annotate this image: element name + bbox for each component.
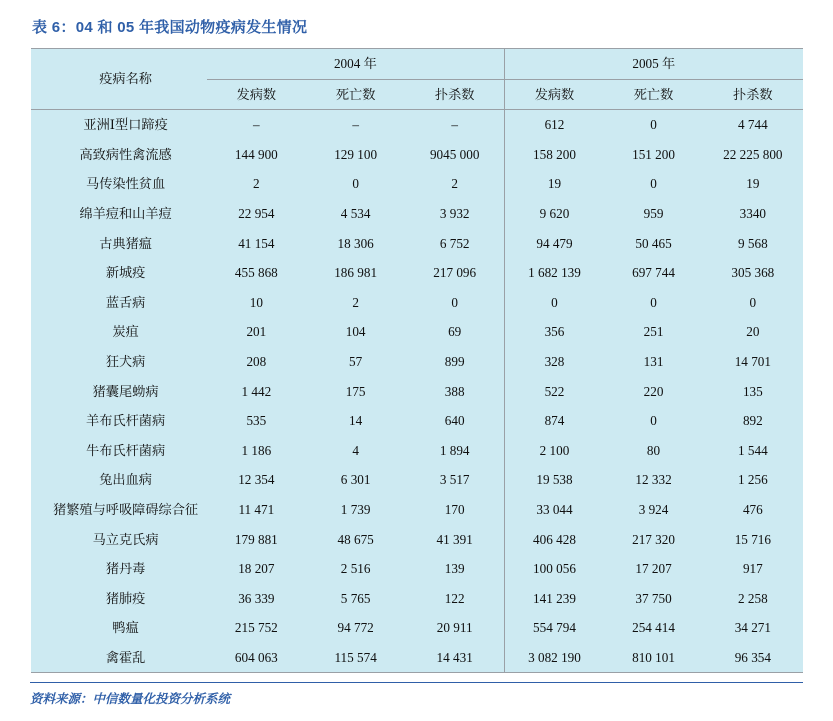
data-cell: 356 bbox=[505, 317, 604, 347]
disease-name-cell: 猪肺疫 bbox=[105, 590, 146, 606]
header-group-2004: 2004 年 bbox=[207, 49, 505, 80]
disease-name-cell: 绵羊痘和山羊痘 bbox=[79, 205, 172, 221]
table-row bbox=[31, 169, 803, 199]
disease-name-cell: 古典猪瘟 bbox=[99, 235, 152, 251]
data-cell: 215 752 bbox=[234, 620, 278, 636]
data-cell: 18 306 bbox=[337, 235, 374, 251]
header-2005-deaths: 死亡数 bbox=[604, 79, 703, 110]
data-cell: 604 063 bbox=[207, 643, 306, 673]
table-head bbox=[31, 49, 803, 110]
data-cell: 2 258 bbox=[738, 590, 768, 606]
data-cell: 122 bbox=[444, 590, 465, 606]
data-cell: – bbox=[253, 117, 260, 133]
data-cell: 476 bbox=[742, 501, 763, 517]
data-cell: 535 bbox=[246, 413, 267, 429]
data-cell: 12 354 bbox=[238, 472, 275, 488]
table-row bbox=[31, 436, 803, 466]
data-cell: 175 bbox=[345, 383, 366, 399]
data-cell: 874 bbox=[505, 406, 604, 436]
data-cell: 186 981 bbox=[334, 265, 378, 281]
data-cell: 19 538 bbox=[505, 465, 604, 495]
data-cell: 19 bbox=[746, 176, 760, 192]
header-2005-cases: 发病数 bbox=[505, 79, 604, 110]
data-cell: 208 bbox=[246, 353, 267, 369]
data-cell: 554 794 bbox=[505, 613, 604, 643]
data-cell: 12 332 bbox=[635, 472, 672, 488]
table-row bbox=[31, 199, 803, 229]
data-cell: 144 900 bbox=[234, 146, 278, 162]
disease-name-cell: 狂犬病 bbox=[105, 353, 146, 369]
disease-name-cell: 猪丹毒 bbox=[105, 561, 146, 577]
data-cell: 9 568 bbox=[738, 235, 768, 251]
data-cell: 1 894 bbox=[439, 442, 470, 458]
data-cell: 217 320 bbox=[632, 531, 675, 547]
data-cell: 20 911 bbox=[436, 620, 473, 636]
data-cell: 2 bbox=[352, 294, 359, 310]
disease-name-cell: 猪囊尾蚴病 bbox=[92, 383, 159, 399]
data-cell: 0 bbox=[650, 176, 657, 192]
data-cell: 9 620 bbox=[505, 199, 604, 229]
data-cell: 2 516 bbox=[340, 561, 371, 577]
data-cell: – bbox=[451, 117, 458, 133]
table-row bbox=[31, 288, 803, 318]
data-cell: 22 225 800 bbox=[723, 146, 783, 162]
disease-name-cell: 高致病性禽流感 bbox=[79, 146, 172, 162]
table-row bbox=[31, 317, 803, 347]
disease-name-cell: 猪繁殖与呼吸障碍综合征 bbox=[53, 501, 199, 517]
data-cell: 0 bbox=[352, 176, 359, 192]
disease-name-cell: 鸭瘟 bbox=[112, 620, 139, 636]
data-cell: 917 bbox=[742, 561, 763, 577]
data-cell: 0 bbox=[451, 294, 458, 310]
data-cell: 201 bbox=[246, 324, 267, 340]
data-cell: 94 479 bbox=[505, 229, 604, 259]
data-cell: 220 bbox=[643, 383, 664, 399]
data-cell: 899 bbox=[444, 353, 465, 369]
data-cell: 697 744 bbox=[632, 265, 675, 281]
table-row bbox=[31, 377, 803, 407]
data-cell: 69 bbox=[448, 324, 462, 340]
data-cell: 115 574 bbox=[306, 643, 405, 673]
data-cell: 14 bbox=[349, 413, 363, 429]
data-cell: 0 bbox=[505, 288, 604, 318]
data-cell: 2 100 bbox=[505, 436, 604, 466]
data-cell: 6 752 bbox=[439, 235, 470, 251]
data-cell: 328 bbox=[505, 347, 604, 377]
data-cell: 0 bbox=[650, 117, 657, 133]
data-cell: 0 bbox=[650, 294, 657, 310]
data-cell: 640 bbox=[444, 413, 465, 429]
table-body bbox=[31, 110, 803, 673]
disease-name-cell: 兔出血病 bbox=[99, 472, 152, 488]
data-cell: 129 100 bbox=[334, 146, 378, 162]
data-cell: 5 765 bbox=[340, 590, 371, 606]
table-row bbox=[31, 525, 803, 555]
data-cell: 0 bbox=[650, 413, 657, 429]
data-cell: 10 bbox=[249, 294, 263, 310]
data-cell: 2 bbox=[451, 176, 458, 192]
table-title: 表 6：04 和 05 年我国动物疫病发生情况 bbox=[32, 19, 308, 36]
data-cell: 96 354 bbox=[703, 643, 802, 673]
data-cell: 254 414 bbox=[632, 620, 675, 636]
data-cell: 217 096 bbox=[433, 265, 477, 281]
data-cell: 3 517 bbox=[439, 472, 470, 488]
disease-name-cell: 羊布氏杆菌病 bbox=[86, 413, 166, 429]
disease-name-cell: 新城疫 bbox=[105, 265, 146, 281]
data-cell: 34 271 bbox=[734, 620, 771, 636]
data-cell: 104 bbox=[345, 324, 366, 340]
disease-name-cell: 蓝舌病 bbox=[105, 294, 146, 310]
table-row bbox=[31, 584, 803, 614]
data-cell: 100 056 bbox=[505, 554, 604, 584]
data-cell: – bbox=[352, 117, 359, 133]
disease-name-cell: 亚洲Ⅰ型口蹄疫 bbox=[83, 117, 168, 133]
data-cell: 522 bbox=[505, 377, 604, 407]
header-2004-cases: 发病数 bbox=[207, 79, 306, 110]
table-row bbox=[31, 495, 803, 525]
data-cell: 1 544 bbox=[738, 442, 768, 458]
header-2004-deaths: 死亡数 bbox=[306, 79, 405, 110]
data-cell: 19 bbox=[505, 169, 604, 199]
data-cell: 810 101 bbox=[604, 643, 703, 673]
data-cell: 158 200 bbox=[505, 140, 604, 170]
data-cell: 1 739 bbox=[340, 501, 371, 517]
data-cell: 251 bbox=[643, 324, 664, 340]
data-cell: 9045 000 bbox=[429, 146, 480, 162]
data-cell: 131 bbox=[643, 353, 664, 369]
data-cell: 1 682 139 bbox=[505, 258, 604, 288]
data-cell: 305 368 bbox=[731, 265, 775, 281]
table-row bbox=[31, 110, 803, 140]
data-cell: 11 471 bbox=[238, 501, 275, 517]
table-row bbox=[31, 643, 803, 673]
data-cell: 0 bbox=[749, 294, 757, 310]
table-row bbox=[31, 229, 803, 259]
table-row bbox=[31, 258, 803, 288]
data-cell: 22 954 bbox=[238, 205, 275, 221]
data-cell: 151 200 bbox=[632, 146, 675, 162]
data-cell: 6 301 bbox=[340, 472, 371, 488]
data-cell: 80 bbox=[646, 442, 661, 458]
data-cell: 139 bbox=[444, 561, 465, 577]
table-row bbox=[31, 554, 803, 584]
data-cell: 170 bbox=[444, 501, 465, 517]
disease-name-cell: 牛布氏杆菌病 bbox=[86, 442, 166, 458]
data-cell: 15 716 bbox=[734, 531, 771, 547]
data-cell: 1 442 bbox=[241, 383, 272, 399]
data-cell: 41 154 bbox=[238, 235, 275, 251]
data-cell: 4 bbox=[352, 442, 359, 458]
data-cell: 388 bbox=[444, 383, 465, 399]
data-cell: 1 256 bbox=[738, 472, 768, 488]
data-cell: 1 186 bbox=[241, 442, 272, 458]
data-cell: 2 bbox=[253, 176, 260, 192]
table-row bbox=[31, 406, 803, 436]
header-group-2005: 2005 年 bbox=[505, 49, 803, 80]
data-cell: 94 772 bbox=[337, 620, 374, 636]
data-cell: 406 428 bbox=[505, 525, 604, 555]
data-cell: 57 bbox=[349, 353, 363, 369]
data-cell: 179 881 bbox=[234, 531, 278, 547]
table-row bbox=[31, 465, 803, 495]
data-cell: 3 924 bbox=[638, 501, 669, 517]
data-cell: 3 932 bbox=[439, 205, 470, 221]
data-cell: 4 534 bbox=[340, 205, 371, 221]
data-cell: 135 bbox=[742, 383, 763, 399]
data-cell: 455 868 bbox=[234, 265, 278, 281]
data-cell: 14 701 bbox=[734, 353, 771, 369]
data-cell: 50 465 bbox=[635, 235, 672, 251]
data-cell: 141 239 bbox=[505, 584, 604, 614]
table-row bbox=[31, 140, 803, 170]
table-row bbox=[31, 613, 803, 643]
data-cell: 20 bbox=[746, 324, 760, 340]
source-note: 资料来源：中信数量化投资分析系统 bbox=[30, 682, 803, 707]
disease-name-cell: 炭疽 bbox=[112, 324, 139, 340]
data-cell: 892 bbox=[742, 413, 763, 429]
data-cell: 37 750 bbox=[635, 590, 672, 606]
table-group-header-row bbox=[31, 49, 803, 80]
data-cell: 612 bbox=[505, 110, 604, 140]
data-cell: 3340 bbox=[739, 205, 767, 221]
data-cell: 18 207 bbox=[238, 561, 275, 577]
data-cell: 4 744 bbox=[738, 117, 768, 133]
data-cell: 36 339 bbox=[238, 590, 275, 606]
header-2005-culled: 扑杀数 bbox=[703, 79, 802, 110]
header-disease-name: 疫病名称 bbox=[31, 49, 207, 110]
disease-name-cell: 禽霍乱 bbox=[31, 643, 207, 673]
header-2004-culled: 扑杀数 bbox=[405, 79, 504, 110]
table-row bbox=[31, 347, 803, 377]
data-cell: 33 044 bbox=[505, 495, 604, 525]
disease-name-cell: 马传染性贫血 bbox=[86, 176, 166, 192]
data-cell: 14 431 bbox=[405, 643, 504, 673]
disease-name-cell: 马立克氏病 bbox=[92, 531, 159, 547]
data-cell: 959 bbox=[643, 205, 664, 221]
data-cell: 41 391 bbox=[436, 531, 473, 547]
data-cell: 17 207 bbox=[635, 561, 672, 577]
data-cell: 48 675 bbox=[337, 531, 374, 547]
animal-disease-table bbox=[31, 48, 803, 673]
data-cell: 3 082 190 bbox=[505, 643, 604, 673]
table-container bbox=[31, 48, 803, 673]
